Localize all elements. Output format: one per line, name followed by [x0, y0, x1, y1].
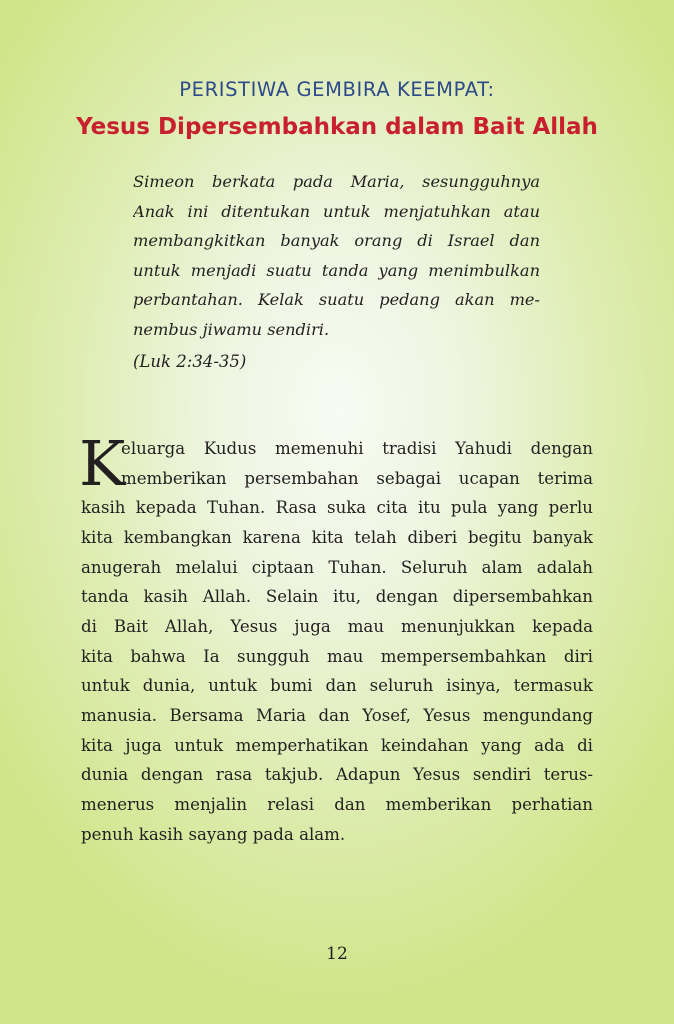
- quote-line: membangkitkan banyak orang di Israel dan: [133, 231, 540, 251]
- chapter-title: Yesus Dipersembahkan dalam Bait Allah: [76, 114, 598, 140]
- body-line: memberikan persembahan sebagai ucapan terima: [121, 468, 593, 488]
- body-line: untuk dunia, untuk bumi dan seluruh isinya, termasuk: [81, 676, 593, 696]
- body-line: manusia. Bersama Maria dan Yosef, Yesus mengundang: [81, 705, 593, 725]
- quote-line: Simeon berkata pada Maria, sesungguhnya: [133, 172, 540, 191]
- body-line: menerus menjalin relasi dan memberikan perhatian: [81, 794, 593, 814]
- body-line: di Bait Allah, Yesus juga mau menunjukkan kepada: [81, 616, 593, 636]
- body-line: kita juga untuk memperhatikan keindahan yang ada di: [81, 735, 593, 755]
- body-line: kita bahwa Ia sungguh mau mempersembahkan diri: [81, 646, 593, 666]
- quote-citation: (Luk 2:34-35): [133, 352, 247, 371]
- body-line: dunia dengan rasa takjub. Adapun Yesus sendiri terus-: [81, 765, 593, 785]
- body-line: tanda kasih Allah. Selain itu, dengan dipersembahkan: [81, 587, 593, 607]
- body-paragraph: [79, 427, 593, 849]
- scripture-quote: [133, 167, 540, 345]
- drop-cap: K: [79, 427, 126, 500]
- body-line: kasih kepada Tuhan. Rasa suka cita itu pula yang perlu: [81, 498, 593, 518]
- chapter-subtitle: PERISTIWA GEMBIRA KEEMPAT:: [179, 78, 495, 101]
- quote-line: nembus jiwamu sendiri.: [133, 319, 330, 339]
- body-line: eluarga Kudus memenuhi tradisi Yahudi dengan: [121, 439, 593, 458]
- body-line: penuh kasih sayang pada alam.: [81, 824, 346, 844]
- page-number: 12: [326, 944, 348, 964]
- quote-line: Anak ini ditentukan untuk menjatuhkan atau: [133, 201, 540, 221]
- body-line: anugerah melalui ciptaan Tuhan. Seluruh alam adalah: [81, 557, 593, 577]
- quote-line: untuk menjadi suatu tanda yang menimbulkan: [133, 260, 540, 280]
- body-line: kita kembangkan karena kita telah diberi begitu banyak: [81, 527, 593, 547]
- quote-line: perbantahan. Kelak suatu pedang akan me-: [133, 290, 540, 310]
